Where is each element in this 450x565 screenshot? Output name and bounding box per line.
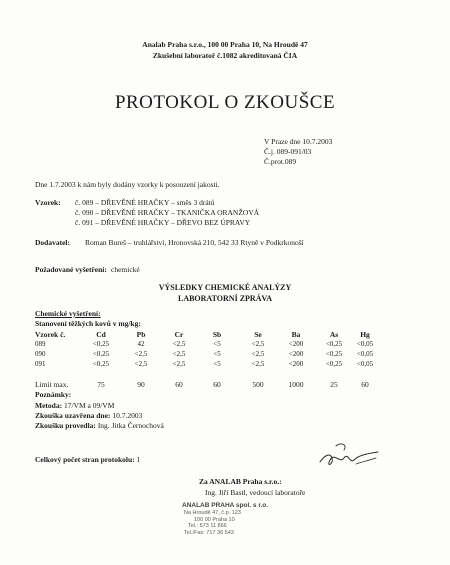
- col-header-se: Se: [254, 330, 262, 339]
- cell-ba: <200: [288, 360, 304, 368]
- limit-cd: 75: [97, 380, 105, 389]
- required-label: Požadované vyšetření:: [35, 265, 107, 274]
- samples-label: Vzorek:: [35, 198, 61, 207]
- cell-hg: <0,05: [356, 360, 374, 368]
- cell-cr: <2,5: [172, 350, 186, 358]
- col-header-hg: Hg: [360, 330, 370, 339]
- chem-label: Chemické vyšetření:: [35, 309, 101, 318]
- page-count-label: Celkový počet stran protokolu:: [35, 455, 135, 464]
- table-row: [0, 340, 450, 350]
- method-line: [35, 401, 114, 410]
- cell-sb: <5: [213, 340, 221, 348]
- sample-item: č. 089 – DŘEVĚNÉ HRAČKY – směs 3 drátů: [75, 198, 215, 207]
- notes-label: Poznámky:: [35, 390, 72, 399]
- stamp-line: Tel./Fax: 717 36 543: [184, 530, 234, 537]
- signoff-company: Za ANALAB Praha s.r.o.:: [199, 477, 282, 486]
- limit-as: 25: [330, 380, 338, 389]
- closed-value: 10.7.2003: [112, 411, 143, 420]
- company-stamp: [182, 503, 268, 537]
- cell-ba: <200: [288, 340, 304, 348]
- ref-place-date: V Praze dne 10.7.2003: [264, 137, 333, 146]
- supplier-value: Roman Bureš – truhlářství, Hronovská 210, 542 33 Rtyně v Podkrkonoší: [85, 238, 304, 247]
- limit-hg: 60: [361, 380, 369, 389]
- handwritten-signature: [318, 438, 380, 472]
- cell-ba: <200: [288, 350, 304, 358]
- cell-sample: 089: [35, 340, 46, 348]
- cell-se: <2,5: [251, 350, 265, 358]
- limit-row: [0, 380, 450, 390]
- cell-sb: <5: [213, 350, 221, 358]
- supplier-label: Dodavatel:: [35, 238, 70, 247]
- method-value: 17/VM a 09/VM: [63, 401, 115, 410]
- cell-sample: 091: [35, 360, 46, 368]
- performed-label: Zkoušku provedla:: [35, 421, 96, 430]
- intro-text: Dne 1.7.2003 k nám byly dodány vzorky k posouzení jakosti.: [35, 180, 220, 189]
- stamp-line: Tel.: 673 11 866: [188, 523, 227, 530]
- page-title: PROTOKOL O ZKOUŠCE: [114, 92, 336, 113]
- cell-se: <2,5: [251, 340, 265, 348]
- cell-hg: <0,05: [356, 340, 374, 348]
- table-row: [0, 350, 450, 360]
- cell-pb: 42: [137, 340, 145, 348]
- required-value: chemické: [111, 265, 140, 274]
- limit-label: Limit max.: [35, 380, 69, 389]
- closed-label: Zkouška uzavřena dne:: [35, 411, 111, 420]
- cell-sb: <5: [213, 360, 221, 368]
- method-label: Metoda:: [35, 401, 63, 410]
- performed-line: [35, 421, 164, 430]
- cell-pb: <2,5: [134, 350, 148, 358]
- cell-hg: <0,05: [356, 350, 374, 358]
- header-accreditation: Zkušební laboratoř č.1082 akreditovaná ČIA: [152, 51, 298, 60]
- col-header-as: As: [329, 330, 339, 339]
- col-header-ba: Ba: [291, 330, 301, 339]
- results-subtitle: LABORATORNÍ ZPRÁVA: [177, 294, 272, 303]
- col-header-cr: Cr: [174, 330, 184, 339]
- col-header-pb: Pb: [136, 330, 146, 339]
- table-header: [0, 330, 450, 340]
- col-header-sb: Sb: [212, 330, 222, 339]
- performed-value: Ing. Jitka Černochová: [97, 421, 164, 430]
- cell-sample: 090: [35, 350, 46, 358]
- cell-pb: <2,5: [134, 360, 148, 368]
- sample-item: č. 090 – DŘEVĚNÉ HRAČKY – TKANIČKA ORANŽOVÁ: [75, 208, 260, 217]
- stamp-line: 100 00 Praha 10: [194, 516, 235, 523]
- cell-cd: <0,25: [92, 340, 110, 348]
- col-header-sample: Vzorek č.: [35, 330, 66, 339]
- cell-cr: <2,5: [172, 340, 186, 348]
- page-count-value: 1: [136, 455, 141, 464]
- limit-pb: 90: [137, 380, 145, 389]
- limit-sb: 60: [213, 380, 221, 389]
- col-header-cd: Cd: [96, 330, 106, 339]
- ref-prot: Č.prot.089: [264, 157, 297, 166]
- limit-se: 500: [252, 380, 264, 389]
- limit-cr: 60: [175, 380, 183, 389]
- stamp-line: ANALAB PRAHA spol. s r.o.: [182, 502, 269, 509]
- results-title: VÝSLEDKY CHEMICKÉ ANALÝZY: [158, 283, 292, 292]
- limit-ba: 1000: [288, 380, 304, 389]
- cell-se: <2,5: [251, 360, 265, 368]
- table-row: [0, 360, 450, 370]
- cell-as: <0,25: [325, 340, 343, 348]
- sample-item: č. 091 – DŘEVĚNÉ HRAČKY – DŘEVO BEZ ÚPRAVY: [75, 218, 251, 227]
- cell-cd: <0,25: [92, 350, 110, 358]
- chem-sub: Stanovení těžkých kovů v mg/kg:: [35, 319, 141, 328]
- cell-as: <0,25: [325, 350, 343, 358]
- cell-as: <0,25: [325, 360, 343, 368]
- signoff-person: Ing. Jiří Bastl, vedoucí laboratoře: [205, 488, 306, 497]
- stamp-line: Na Hroudě 47, č.p. 123: [184, 509, 241, 516]
- cell-cr: <2,5: [172, 360, 186, 368]
- cell-cd: <0,25: [92, 360, 110, 368]
- ref-cj: Č.j. 089-091/03: [264, 147, 312, 156]
- page-count-line: [35, 455, 140, 464]
- header-address: Analab Praha s.r.o., 100 00 Praha 10, Na Hroudě 47: [142, 40, 308, 49]
- closed-line: [35, 411, 142, 420]
